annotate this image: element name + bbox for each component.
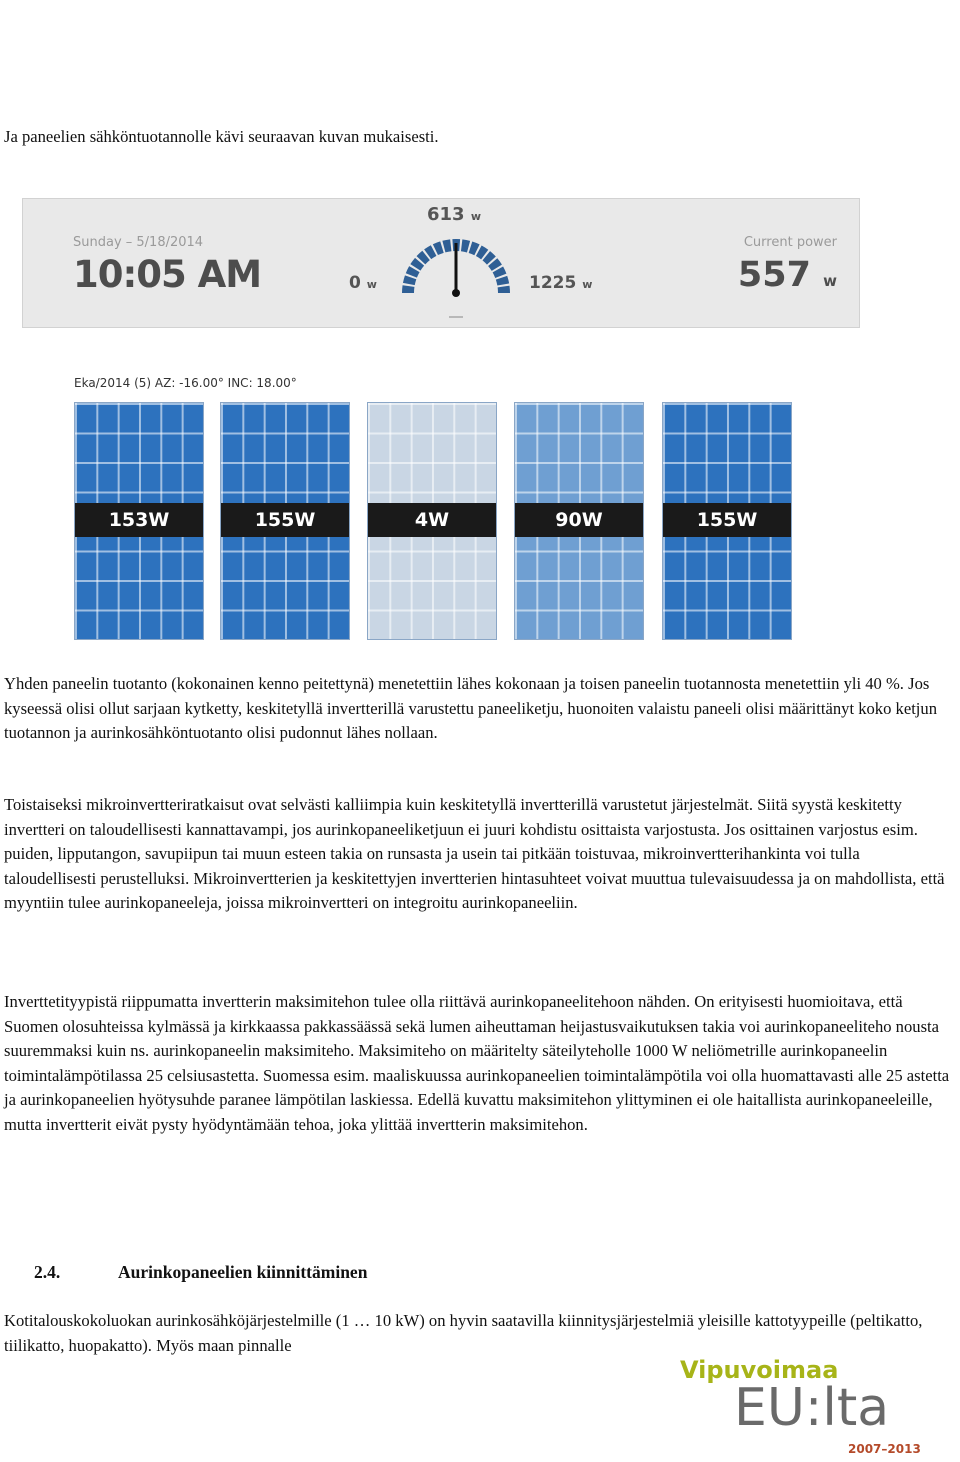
intro-paragraph: Ja paneelien sähköntuotannolle kävi seuraavan kuvan mukaisesti. (4, 127, 439, 146)
gauge-max-unit: w (582, 278, 593, 291)
panel-power-label: 4W (368, 503, 496, 537)
section-title: Aurinkopaneelien kiinnittäminen (118, 1262, 368, 1282)
power-gauge (391, 221, 521, 331)
panel-power-label: 155W (221, 503, 349, 537)
current-power-label: Current power (743, 235, 837, 250)
logo-years: 2007–2013 (848, 1442, 921, 1456)
gauge-max (529, 273, 592, 293)
monitor-header (22, 198, 860, 328)
gauge-max-value: 1225 (529, 273, 577, 293)
solar-monitor-screenshot (22, 195, 860, 645)
solar-panel-1 (74, 402, 204, 640)
paragraph-1: Yhden paneelin tuotanto (kokonainen kenno peitettynä) menetettiin lähes kokonaan ja toisen paneelin tuotannosta menetettiin yli 40 %. Jos kyseessä olisi ollut sarjaan kytketty, keskitetyllä invertterillä varustettu paneeliketju, huonoiten valaistu paneeli olisi määrittänyt koko ketjun tuotannon ja aurinkosähköntuotanto olisi pudonnut lähes nollaan. (4, 674, 938, 743)
gauge-reading-unit: w (470, 210, 482, 223)
solar-panel-3 (367, 402, 497, 640)
solar-panel-4 (514, 402, 644, 640)
current-power-unit: w (823, 272, 837, 290)
panel-power-label: 90W (515, 503, 643, 537)
section-heading (34, 1262, 367, 1283)
paragraph-4: Kotitalouskokoluokan aurinkosähköjärjestelmille (1 … 10 kW) on hyvin saatavilla kiinnitysjärjestelmiä yleisille kattotyypeille (peltikatto, tiilikatto, huopakatto). Myös maan pinnalle (4, 1311, 923, 1355)
solar-panel-5 (662, 402, 792, 640)
date-label: Sunday – 5/18/2014 (73, 235, 204, 250)
gauge-min (349, 273, 377, 293)
logo-main-text: EU:lta (734, 1378, 890, 1438)
current-power-value (738, 255, 837, 295)
paragraph-2: Toistaiseksi mikroinvertteriratkaisut ovat selvästi kalliimpia kuin keskitetyllä invertterillä varustetut järjestelmät. Siitä syystä keskitetty invertteri on taloudellisesti kannattavampi, jos aurinkopaneeliketjuun ei juuri kohdistu osittaista varjostusta. Jos osittainen varjostus esim. puiden, lipputangon, savupiipun tai muun esteen takia on runsasta ja usein tai pitkään toistuvaa, mikroinvertterihankinta voi tulla taloudellisesti perustelluksi. Mikroinvertterien ja keskitettyjen invertterien hintasuhteet voivat muuttua tulevaisuudessa ja on mahdollista, että myyntiin tulee aurinkopaneeleja, joissa mikroinvertteri on integroitu aurinkopaneeliin. (4, 795, 945, 913)
panel-power-label: 155W (663, 503, 791, 537)
time-display: 10:05 AM (73, 253, 262, 296)
eu-logo (674, 1356, 944, 1460)
solar-panel-2 (220, 402, 350, 640)
section-number: 2.4. (34, 1262, 61, 1282)
logo-top-text: Vipuvoimaa (680, 1356, 839, 1384)
panel-power-label: 153W (75, 503, 203, 537)
current-power-number: 557 (737, 255, 811, 295)
gauge-min-unit: w (366, 278, 377, 291)
paragraph-3: Inverttetityypistä riippumatta invertterin maksimitehon tulee olla riittävä aurinkopaneelitehoon nähden. On erityisesti huomioitava, että Suomen olosuhteissa kylmässä ja kirkkaassa pakkassäässä sekä lumen aiheuttaman heijastusvaikutuksen takia voi aurinkopaneeliteho nousta suuremmaksi kuin ns. aurinkopaneelin maksimiteho. Maksimiteho on määritelty säteilyteholle 1000 W neliömetrille aurinkopaneelin toimintalämpötilassa 25 celsiusastetta. Suomessa esim. maaliskuussa aurinkopaneelien toimintalämpötila voi olla huomattavasti alle 25 astetta ja aurinkopaneelien hyötysuhde paranee lämpötilan laskiessa. Edellä kuvattu maksimitehon ylittyminen ei ole haitallista aurinkopaneeleille, mutta invertterit eivät pysty hyödyntämään tehoa, joka ylittää invertterin maksimitehon. (4, 992, 950, 1134)
gauge-min-value: 0 (349, 273, 361, 293)
gauge-reading-value: 613 (427, 204, 465, 225)
array-label: Eka/2014 (5) AZ: -16.00° INC: 18.00° (74, 376, 297, 390)
gauge-hub (452, 289, 460, 297)
